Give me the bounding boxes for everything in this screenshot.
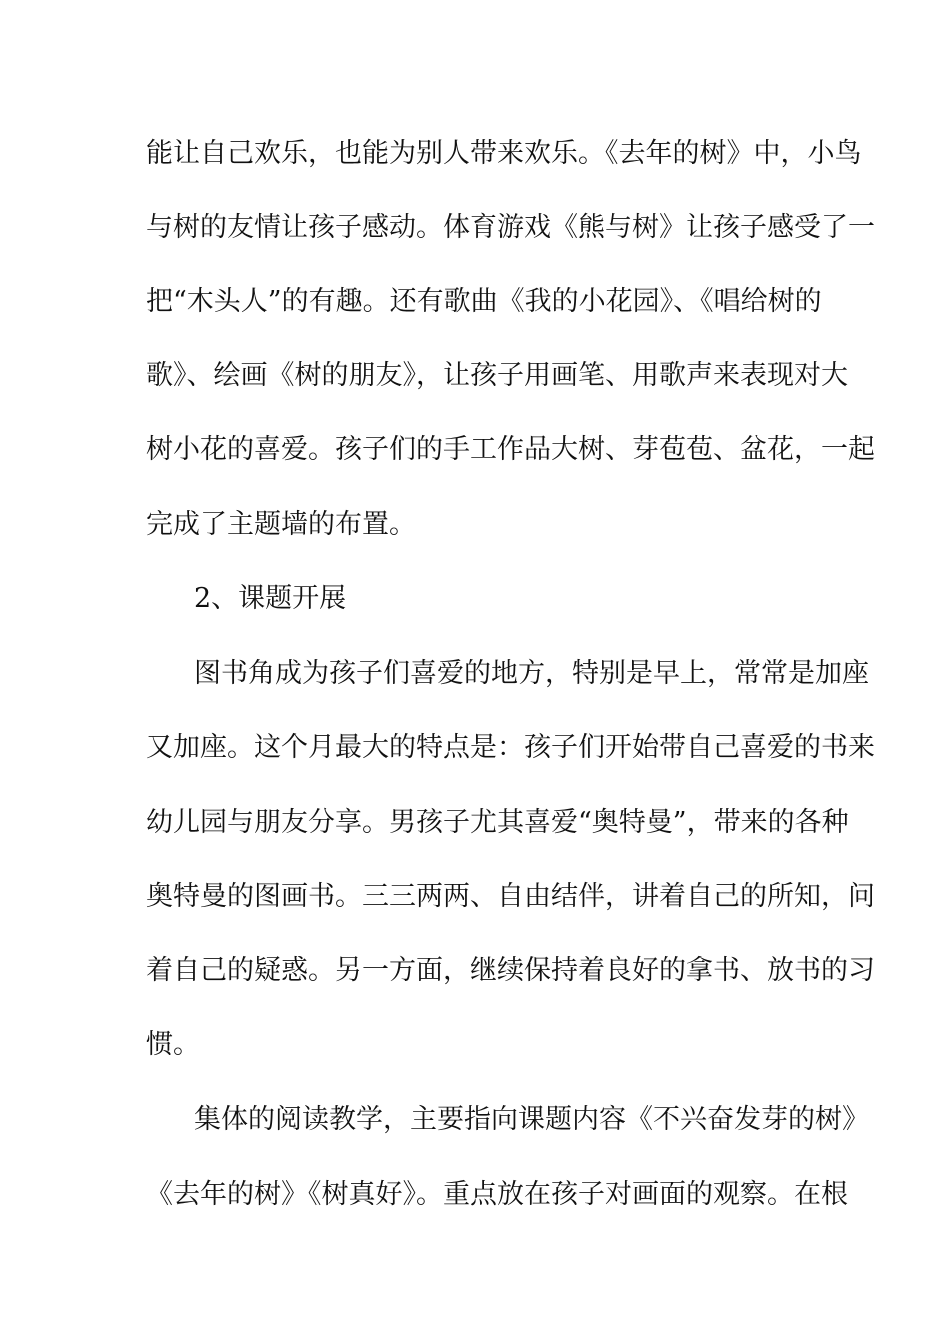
paragraph-line-9: 又加座。这个月最大的特点是：孩子们开始带自己喜爱的书来 xyxy=(146,732,875,763)
paragraph-line-5: 树小花的喜爱。孩子们的手工作品大树、芽苞苞、盆花，一起 xyxy=(146,434,875,465)
paragraph-line-10: 幼儿园与朋友分享。男孩子尤其喜爱“奥特曼”，带来的各种 xyxy=(146,807,849,838)
paragraph-line-3: 把“木头人”的有趣。还有歌曲《我的小花园》、《唱给树的 xyxy=(146,286,822,317)
paragraph-line-14: 集体的阅读教学，主要指向课题内容《不兴奋发芽的树》 xyxy=(194,1104,869,1135)
paragraph-line-12: 着自己的疑惑。另一方面，继续保持着良好的拿书、放书的习 xyxy=(146,955,875,986)
paragraph-line-1: 能让自己欢乐，也能为别人带来欢乐。《去年的树》中，小鸟 xyxy=(146,138,862,169)
paragraph-line-13: 惯。 xyxy=(146,1029,200,1060)
paragraph-line-6: 完成了主题墙的布置。 xyxy=(146,509,416,540)
paragraph-line-11: 奥特曼的图画书。三三两两、自由结伴，讲着自己的所知，问 xyxy=(146,881,875,912)
section-heading: 2、课题开展 xyxy=(194,583,347,614)
paragraph-line-8: 图书角成为孩子们喜爱的地方，特别是早上，常常是加座 xyxy=(194,658,869,689)
paragraph-line-4: 歌》、绘画《树的朋友》，让孩子用画笔、用歌声来表现对大 xyxy=(146,360,848,391)
paragraph-line-15: 《去年的树》《树真好》。重点放在孩子对画面的观察。在根 xyxy=(146,1179,848,1210)
paragraph-line-2: 与树的友情让孩子感动。体育游戏《熊与树》让孩子感受了一 xyxy=(146,212,875,243)
